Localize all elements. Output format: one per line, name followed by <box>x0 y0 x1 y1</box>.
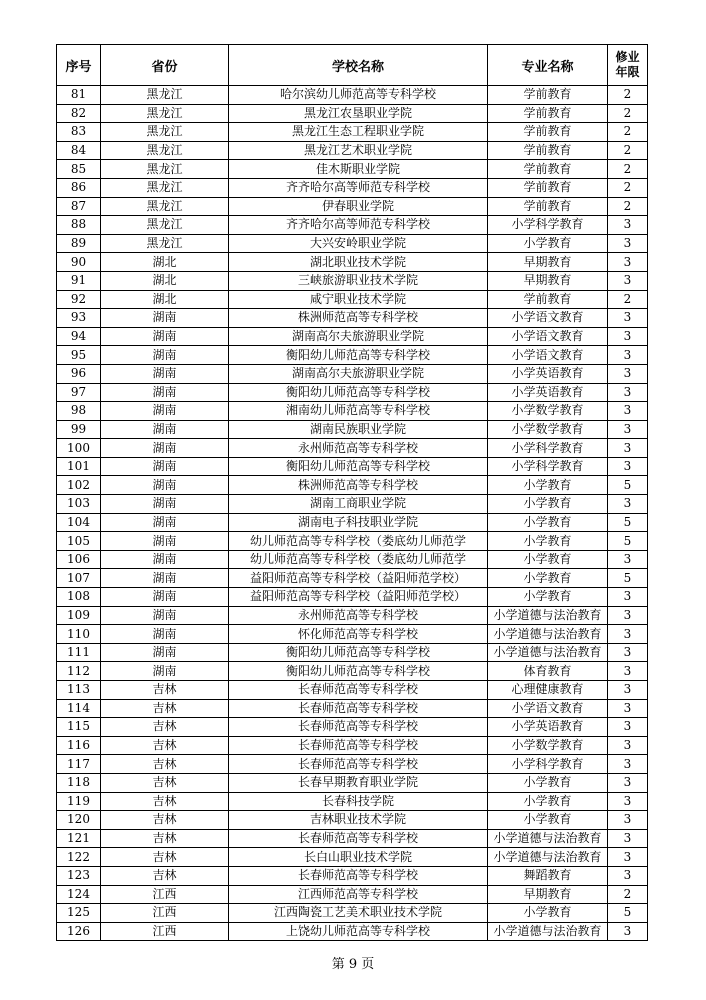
table-row <box>57 141 648 160</box>
header-major: 专业名称 <box>488 45 608 86</box>
cell-school: 长春师范高等专科学校 <box>229 866 488 885</box>
roster-table <box>56 44 648 941</box>
cell-no: 122 <box>57 848 101 867</box>
cell-major: 小学语文教育 <box>488 699 608 718</box>
cell-duration: 2 <box>608 141 648 160</box>
cell-major: 小学道德与法治教育 <box>488 829 608 848</box>
cell-duration: 3 <box>608 364 648 383</box>
cell-major: 小学数学教育 <box>488 402 608 421</box>
cell-duration: 5 <box>608 476 648 495</box>
cell-duration: 5 <box>608 532 648 551</box>
cell-province: 湖北 <box>101 253 229 272</box>
cell-no: 95 <box>57 346 101 365</box>
cell-province: 吉林 <box>101 866 229 885</box>
cell-province: 湖南 <box>101 439 229 458</box>
table-row <box>57 290 648 309</box>
cell-school: 江西师范高等专科学校 <box>229 885 488 904</box>
cell-major: 小学科学教育 <box>488 755 608 774</box>
cell-major: 心理健康教育 <box>488 681 608 700</box>
cell-province: 湖北 <box>101 271 229 290</box>
cell-duration: 3 <box>608 773 648 792</box>
cell-duration: 3 <box>608 848 648 867</box>
cell-province: 湖南 <box>101 346 229 365</box>
cell-major: 小学教育 <box>488 495 608 514</box>
header-duration <box>608 45 648 86</box>
cell-duration: 2 <box>608 290 648 309</box>
cell-province: 黑龙江 <box>101 216 229 235</box>
cell-duration: 3 <box>608 736 648 755</box>
cell-no: 111 <box>57 643 101 662</box>
cell-no: 109 <box>57 606 101 625</box>
cell-province: 湖南 <box>101 625 229 644</box>
table-row <box>57 904 648 923</box>
table-row <box>57 234 648 253</box>
cell-duration: 2 <box>608 885 648 904</box>
cell-school: 湖南电子科技职业学院 <box>229 513 488 532</box>
cell-major: 小学科学教育 <box>488 216 608 235</box>
cell-no: 85 <box>57 160 101 179</box>
cell-major: 小学道德与法治教育 <box>488 606 608 625</box>
cell-province: 江西 <box>101 904 229 923</box>
cell-school: 长春师范高等专科学校 <box>229 755 488 774</box>
header-no: 序号 <box>57 45 101 86</box>
table-row <box>57 662 648 681</box>
header-row <box>57 45 648 86</box>
cell-duration: 3 <box>608 439 648 458</box>
cell-duration: 2 <box>608 86 648 105</box>
cell-school: 长春科技学院 <box>229 792 488 811</box>
table-row <box>57 402 648 421</box>
table-row <box>57 792 648 811</box>
table-row <box>57 699 648 718</box>
cell-province: 湖南 <box>101 662 229 681</box>
cell-duration: 3 <box>608 866 648 885</box>
cell-province: 黑龙江 <box>101 104 229 123</box>
cell-major: 小学科学教育 <box>488 457 608 476</box>
table-row <box>57 309 648 328</box>
table-row <box>57 569 648 588</box>
cell-duration: 3 <box>608 495 648 514</box>
cell-major: 小学教育 <box>488 513 608 532</box>
cell-duration: 5 <box>608 904 648 923</box>
cell-school: 佳木斯职业学院 <box>229 160 488 179</box>
cell-major: 小学教育 <box>488 904 608 923</box>
cell-no: 96 <box>57 364 101 383</box>
cell-no: 81 <box>57 86 101 105</box>
cell-duration: 3 <box>608 457 648 476</box>
cell-major: 小学科学教育 <box>488 439 608 458</box>
cell-no: 104 <box>57 513 101 532</box>
table-row <box>57 439 648 458</box>
cell-duration: 3 <box>608 606 648 625</box>
cell-no: 126 <box>57 922 101 941</box>
cell-no: 94 <box>57 327 101 346</box>
cell-no: 118 <box>57 773 101 792</box>
cell-no: 103 <box>57 495 101 514</box>
cell-province: 江西 <box>101 922 229 941</box>
table-row <box>57 216 648 235</box>
header-province: 省份 <box>101 45 229 86</box>
cell-school: 咸宁职业技术学院 <box>229 290 488 309</box>
table-row <box>57 457 648 476</box>
cell-duration: 3 <box>608 234 648 253</box>
cell-no: 82 <box>57 104 101 123</box>
cell-province: 黑龙江 <box>101 141 229 160</box>
cell-province: 湖南 <box>101 476 229 495</box>
cell-province: 吉林 <box>101 718 229 737</box>
cell-no: 90 <box>57 253 101 272</box>
cell-major: 学前教育 <box>488 104 608 123</box>
cell-no: 112 <box>57 662 101 681</box>
cell-major: 小学道德与法治教育 <box>488 922 608 941</box>
cell-province: 湖南 <box>101 643 229 662</box>
cell-school: 湖南高尔夫旅游职业学院 <box>229 327 488 346</box>
cell-school: 长春师范高等专科学校 <box>229 736 488 755</box>
cell-major: 小学英语教育 <box>488 383 608 402</box>
cell-school: 湖北职业技术学院 <box>229 253 488 272</box>
table-row <box>57 885 648 904</box>
cell-school: 黑龙江生态工程职业学院 <box>229 123 488 142</box>
cell-major: 学前教育 <box>488 178 608 197</box>
cell-major: 体育教育 <box>488 662 608 681</box>
cell-no: 86 <box>57 178 101 197</box>
cell-no: 83 <box>57 123 101 142</box>
cell-major: 学前教育 <box>488 141 608 160</box>
page-number: 第 9 页 <box>331 957 375 972</box>
cell-province: 湖南 <box>101 402 229 421</box>
cell-school: 湖南民族职业学院 <box>229 420 488 439</box>
cell-province: 吉林 <box>101 755 229 774</box>
cell-no: 107 <box>57 569 101 588</box>
cell-school: 益阳师范高等专科学校（益阳师范学校） <box>229 569 488 588</box>
cell-major: 小学数学教育 <box>488 420 608 439</box>
cell-major: 小学道德与法治教育 <box>488 848 608 867</box>
cell-major: 小学语文教育 <box>488 309 608 328</box>
cell-duration: 3 <box>608 550 648 569</box>
table-row <box>57 123 648 142</box>
cell-school: 黑龙江艺术职业学院 <box>229 141 488 160</box>
cell-duration: 3 <box>608 681 648 700</box>
cell-no: 106 <box>57 550 101 569</box>
cell-school: 株洲师范高等专科学校 <box>229 476 488 495</box>
cell-duration: 3 <box>608 327 648 346</box>
cell-major: 学前教育 <box>488 86 608 105</box>
cell-major: 小学教育 <box>488 569 608 588</box>
cell-province: 湖南 <box>101 569 229 588</box>
cell-no: 92 <box>57 290 101 309</box>
cell-school: 伊春职业学院 <box>229 197 488 216</box>
cell-school: 湖南高尔夫旅游职业学院 <box>229 364 488 383</box>
cell-major: 小学教育 <box>488 811 608 830</box>
table-row <box>57 866 648 885</box>
table-row <box>57 513 648 532</box>
cell-province: 黑龙江 <box>101 197 229 216</box>
cell-duration: 3 <box>608 346 648 365</box>
table-row <box>57 253 648 272</box>
cell-no: 100 <box>57 439 101 458</box>
table-body <box>57 86 648 941</box>
table-row <box>57 364 648 383</box>
cell-school: 三峡旅游职业技术学院 <box>229 271 488 290</box>
table-row <box>57 532 648 551</box>
cell-no: 114 <box>57 699 101 718</box>
table-row <box>57 550 648 569</box>
cell-duration: 3 <box>608 829 648 848</box>
cell-no: 105 <box>57 532 101 551</box>
header-school: 学校名称 <box>229 45 488 86</box>
cell-major: 小学教育 <box>488 588 608 607</box>
cell-no: 117 <box>57 755 101 774</box>
cell-province: 吉林 <box>101 811 229 830</box>
cell-major: 舞蹈教育 <box>488 866 608 885</box>
table-row <box>57 476 648 495</box>
cell-no: 110 <box>57 625 101 644</box>
cell-province: 湖南 <box>101 420 229 439</box>
cell-school: 哈尔滨幼儿师范高等专科学校 <box>229 86 488 105</box>
cell-major: 学前教育 <box>488 197 608 216</box>
cell-school: 衡阳幼儿师范高等专科学校 <box>229 662 488 681</box>
cell-school: 幼儿师范高等专科学校（娄底幼儿师范学 <box>229 532 488 551</box>
cell-no: 87 <box>57 197 101 216</box>
table-row <box>57 718 648 737</box>
table-row <box>57 346 648 365</box>
cell-no: 121 <box>57 829 101 848</box>
cell-school: 衡阳幼儿师范高等专科学校 <box>229 643 488 662</box>
cell-province: 湖南 <box>101 513 229 532</box>
cell-no: 98 <box>57 402 101 421</box>
cell-no: 115 <box>57 718 101 737</box>
cell-no: 102 <box>57 476 101 495</box>
cell-no: 116 <box>57 736 101 755</box>
header-duration-line1: 修业 <box>615 50 640 64</box>
cell-major: 小学教育 <box>488 234 608 253</box>
cell-school: 幼儿师范高等专科学校（娄底幼儿师范学 <box>229 550 488 569</box>
cell-school: 上饶幼儿师范高等专科学校 <box>229 922 488 941</box>
cell-duration: 3 <box>608 253 648 272</box>
cell-duration: 3 <box>608 922 648 941</box>
cell-school: 黑龙江农垦职业学院 <box>229 104 488 123</box>
cell-major: 小学教育 <box>488 550 608 569</box>
cell-province: 吉林 <box>101 829 229 848</box>
cell-major: 小学教育 <box>488 476 608 495</box>
cell-school: 衡阳幼儿师范高等专科学校 <box>229 457 488 476</box>
cell-duration: 3 <box>608 792 648 811</box>
table-row <box>57 178 648 197</box>
table-row <box>57 327 648 346</box>
cell-duration: 3 <box>608 625 648 644</box>
table-row <box>57 848 648 867</box>
cell-major: 学前教育 <box>488 160 608 179</box>
cell-duration: 3 <box>608 402 648 421</box>
cell-province: 黑龙江 <box>101 234 229 253</box>
cell-no: 124 <box>57 885 101 904</box>
cell-school: 江西陶瓷工艺美术职业技术学院 <box>229 904 488 923</box>
table-row <box>57 643 648 662</box>
cell-duration: 3 <box>608 309 648 328</box>
cell-no: 108 <box>57 588 101 607</box>
cell-major: 小学英语教育 <box>488 364 608 383</box>
cell-duration: 5 <box>608 569 648 588</box>
cell-no: 119 <box>57 792 101 811</box>
cell-duration: 2 <box>608 160 648 179</box>
cell-major: 早期教育 <box>488 253 608 272</box>
cell-province: 湖南 <box>101 364 229 383</box>
table-row <box>57 86 648 105</box>
cell-duration: 3 <box>608 271 648 290</box>
cell-duration: 3 <box>608 216 648 235</box>
cell-duration: 3 <box>608 811 648 830</box>
cell-province: 黑龙江 <box>101 86 229 105</box>
cell-school: 长春师范高等专科学校 <box>229 681 488 700</box>
table-row <box>57 271 648 290</box>
cell-school: 齐齐哈尔高等师范专科学校 <box>229 178 488 197</box>
cell-no: 120 <box>57 811 101 830</box>
table-row <box>57 681 648 700</box>
cell-duration: 3 <box>608 662 648 681</box>
cell-school: 永州师范高等专科学校 <box>229 439 488 458</box>
cell-province: 黑龙江 <box>101 123 229 142</box>
table-row <box>57 829 648 848</box>
cell-school: 长春师范高等专科学校 <box>229 829 488 848</box>
cell-duration: 5 <box>608 513 648 532</box>
cell-school: 湘南幼儿师范高等专科学校 <box>229 402 488 421</box>
cell-major: 小学道德与法治教育 <box>488 625 608 644</box>
cell-no: 88 <box>57 216 101 235</box>
cell-province: 湖南 <box>101 383 229 402</box>
cell-school: 益阳师范高等专科学校（益阳师范学校） <box>229 588 488 607</box>
cell-province: 黑龙江 <box>101 160 229 179</box>
cell-duration: 3 <box>608 588 648 607</box>
table-row <box>57 811 648 830</box>
cell-duration: 3 <box>608 755 648 774</box>
table-row <box>57 736 648 755</box>
cell-major: 小学英语教育 <box>488 718 608 737</box>
cell-province: 湖南 <box>101 495 229 514</box>
cell-no: 89 <box>57 234 101 253</box>
table-row <box>57 755 648 774</box>
cell-province: 吉林 <box>101 736 229 755</box>
cell-province: 湖南 <box>101 532 229 551</box>
cell-province: 湖北 <box>101 290 229 309</box>
cell-duration: 3 <box>608 383 648 402</box>
cell-no: 101 <box>57 457 101 476</box>
cell-no: 99 <box>57 420 101 439</box>
cell-school: 长春师范高等专科学校 <box>229 718 488 737</box>
cell-province: 湖南 <box>101 327 229 346</box>
cell-province: 吉林 <box>101 848 229 867</box>
table-row <box>57 588 648 607</box>
cell-major: 早期教育 <box>488 271 608 290</box>
cell-province: 湖南 <box>101 457 229 476</box>
cell-school: 永州师范高等专科学校 <box>229 606 488 625</box>
table-row <box>57 197 648 216</box>
cell-no: 97 <box>57 383 101 402</box>
cell-school: 长春早期教育职业学院 <box>229 773 488 792</box>
cell-major: 学前教育 <box>488 290 608 309</box>
table-row <box>57 773 648 792</box>
cell-province: 湖南 <box>101 550 229 569</box>
table-row <box>57 625 648 644</box>
cell-no: 113 <box>57 681 101 700</box>
table-row <box>57 383 648 402</box>
cell-school: 衡阳幼儿师范高等专科学校 <box>229 383 488 402</box>
cell-major: 学前教育 <box>488 123 608 142</box>
cell-school: 湖南工商职业学院 <box>229 495 488 514</box>
table-row <box>57 104 648 123</box>
cell-duration: 2 <box>608 197 648 216</box>
table-row <box>57 606 648 625</box>
cell-major: 小学数学教育 <box>488 736 608 755</box>
cell-province: 湖南 <box>101 588 229 607</box>
cell-province: 黑龙江 <box>101 178 229 197</box>
cell-school: 长春师范高等专科学校 <box>229 699 488 718</box>
cell-school: 怀化师范高等专科学校 <box>229 625 488 644</box>
cell-no: 84 <box>57 141 101 160</box>
cell-duration: 3 <box>608 420 648 439</box>
cell-no: 93 <box>57 309 101 328</box>
cell-major: 小学教育 <box>488 792 608 811</box>
cell-major: 小学教育 <box>488 532 608 551</box>
cell-major: 早期教育 <box>488 885 608 904</box>
header-duration-line2: 年限 <box>615 65 640 79</box>
table-row <box>57 922 648 941</box>
cell-school: 长白山职业技术学院 <box>229 848 488 867</box>
cell-duration: 3 <box>608 643 648 662</box>
cell-school: 吉林职业技术学院 <box>229 811 488 830</box>
cell-province: 江西 <box>101 885 229 904</box>
cell-province: 吉林 <box>101 773 229 792</box>
table-row <box>57 495 648 514</box>
cell-no: 123 <box>57 866 101 885</box>
cell-duration: 2 <box>608 123 648 142</box>
cell-school: 株洲师范高等专科学校 <box>229 309 488 328</box>
cell-duration: 3 <box>608 699 648 718</box>
cell-province: 吉林 <box>101 699 229 718</box>
cell-school: 大兴安岭职业学院 <box>229 234 488 253</box>
cell-school: 齐齐哈尔高等师范专科学校 <box>229 216 488 235</box>
cell-province: 吉林 <box>101 792 229 811</box>
cell-no: 91 <box>57 271 101 290</box>
cell-duration: 3 <box>608 718 648 737</box>
cell-duration: 2 <box>608 178 648 197</box>
cell-school: 衡阳幼儿师范高等专科学校 <box>229 346 488 365</box>
cell-duration: 2 <box>608 104 648 123</box>
cell-major: 小学语文教育 <box>488 327 608 346</box>
cell-no: 125 <box>57 904 101 923</box>
cell-province: 吉林 <box>101 681 229 700</box>
cell-province: 湖南 <box>101 309 229 328</box>
table-row <box>57 420 648 439</box>
cell-major: 小学道德与法治教育 <box>488 643 608 662</box>
cell-major: 小学语文教育 <box>488 346 608 365</box>
cell-province: 湖南 <box>101 606 229 625</box>
cell-major: 小学教育 <box>488 773 608 792</box>
table-row <box>57 160 648 179</box>
